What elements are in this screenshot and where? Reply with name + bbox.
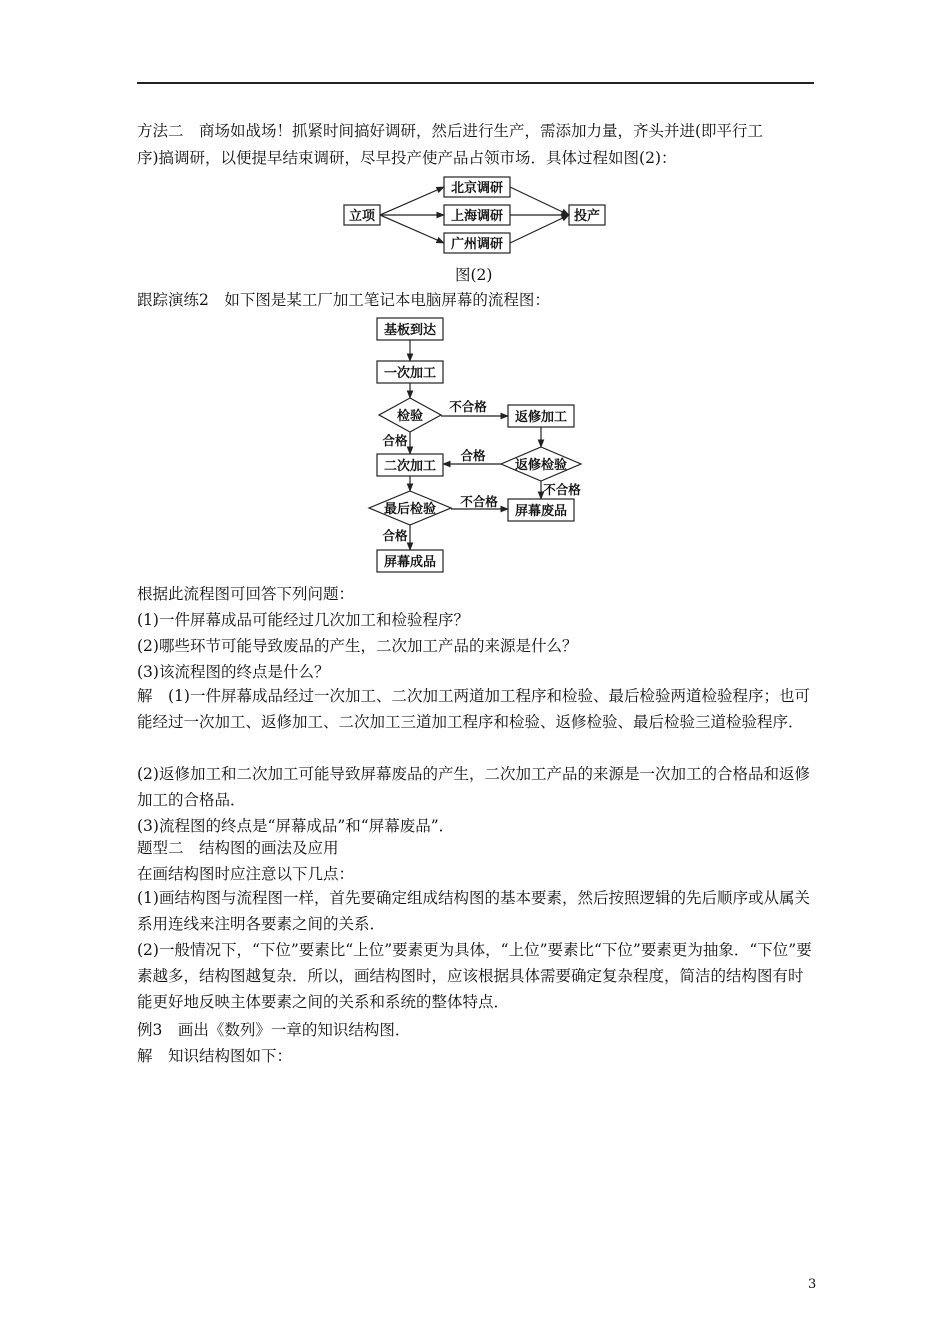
svg-text:二次加工: 二次加工 — [383, 459, 437, 474]
svg-text:立项: 立项 — [348, 209, 376, 224]
section2-point2: (2)一般情况下，“下位”要素比“上位”要素更为具体，“上位”要素比“下位”要素更为抽象．“下位”要素越多，结构图越复杂．所以，画结构图时，应该根据具体需要确定复杂程度，简洁的结构图有时能更好地反映主体要素之间的关系和系统的整体特点． — [137, 941, 812, 1011]
svg-text:返修检验: 返修检验 — [514, 458, 568, 473]
svg-text:屏幕废品: 屏幕废品 — [514, 504, 568, 519]
svg-text:一次加工: 一次加工 — [383, 366, 437, 381]
node-final-inspect — [369, 491, 451, 525]
svg-text:基板到达: 基板到达 — [383, 323, 437, 338]
section2-point1: (1)画结构图与流程图一样，首先要确定组成结构图的基本要素，然后按照逻辑的先后顺序或从属关系用连线来注明各要素之间的关系． — [137, 889, 810, 933]
svg-text:检验: 检验 — [396, 409, 424, 424]
label-pass1: 合格 — [382, 433, 408, 448]
node-beijing — [444, 177, 510, 197]
svg-text:屏幕成品: 屏幕成品 — [383, 555, 437, 570]
edge-start-beijing — [380, 187, 444, 215]
edge-beijing-end — [510, 187, 569, 215]
method2-line1: 方法二 商场如战场！抓紧时间搞好调研，然后进行生产，需添加力量，齐头并进(即平行工 — [137, 122, 764, 140]
svg-text:返修加工: 返修加工 — [514, 410, 568, 425]
label-fail-final: 不合格 — [460, 494, 498, 509]
svg-text:广州调研: 广州调研 — [450, 237, 504, 252]
node-start — [344, 205, 380, 225]
node-guangzhou — [444, 233, 510, 253]
node-end — [569, 205, 605, 225]
section2-title: 题型二 结构图的画法及应用 — [137, 839, 339, 857]
node-arrive — [377, 318, 443, 340]
parallel-research-diagram — [0, 0, 950, 265]
node-inspect — [379, 398, 441, 432]
answer-2: (2)返修加工和二次加工可能导致屏幕废品的产生，二次加工产品的来源是一次加工的合格品和返修加工的合格品． — [137, 765, 810, 809]
questions-intro: 根据此流程图可回答下列问题： — [137, 585, 355, 603]
edge-guangzhou-end — [510, 215, 569, 243]
node-reinspect — [501, 447, 581, 481]
answer-3: (3)流程图的终点是“屏幕成品”和“屏幕废品”． — [137, 817, 455, 835]
answer-1: 解 (1)一件屏幕成品经过一次加工、二次加工两道加工程序和检验、最后检验两道检验程序；也可能经过一次加工、返修加工、二次加工三道加工程序和检验、返修检验、最后检验三道检验程序． — [137, 687, 810, 731]
question-2: (2)哪些环节可能导致废品的产生，二次加工产品的来源是什么？ — [137, 637, 578, 655]
question-1: (1)一件屏幕成品可能经过几次加工和检验程序？ — [137, 611, 469, 629]
svg-text:最后检验: 最后检验 — [383, 502, 437, 517]
label-pass-final: 合格 — [382, 528, 408, 543]
page-number: 3 — [808, 1277, 817, 1292]
example3-title: 例3 画出《数列》一章的知识结构图． — [137, 1021, 411, 1039]
method2-line2: 序)搞调研，以便提早结束调研，尽早投产使产品占领市场．具体过程如图(2)： — [137, 149, 677, 167]
node-process1 — [377, 361, 443, 383]
label-fail-repair: 不合格 — [543, 482, 581, 497]
node-process2 — [377, 454, 443, 476]
label-pass-repair: 合格 — [460, 448, 486, 463]
label-fail1: 不合格 — [449, 399, 487, 414]
svg-text:投产: 投产 — [573, 209, 601, 224]
node-product — [377, 550, 443, 572]
edge-start-guangzhou — [380, 215, 444, 243]
node-shanghai — [444, 205, 510, 225]
section2-intro: 在画结构图时应注意以下几点： — [137, 865, 355, 883]
figure2-caption: 图(2) — [455, 266, 493, 284]
node-repair — [508, 405, 574, 427]
screen-process-flowchart — [0, 310, 950, 580]
example3-solution: 解 知识结构图如下： — [137, 1047, 293, 1065]
question-3: (3)该流程图的终点是什么？ — [137, 663, 330, 681]
svg-text:上海调研: 上海调研 — [450, 209, 504, 224]
svg-text:北京调研: 北京调研 — [450, 181, 504, 196]
node-scrap — [508, 499, 574, 521]
practice2-title: 跟踪演练2 如下图是某工厂加工笔记本电脑屏幕的流程图： — [137, 291, 550, 309]
